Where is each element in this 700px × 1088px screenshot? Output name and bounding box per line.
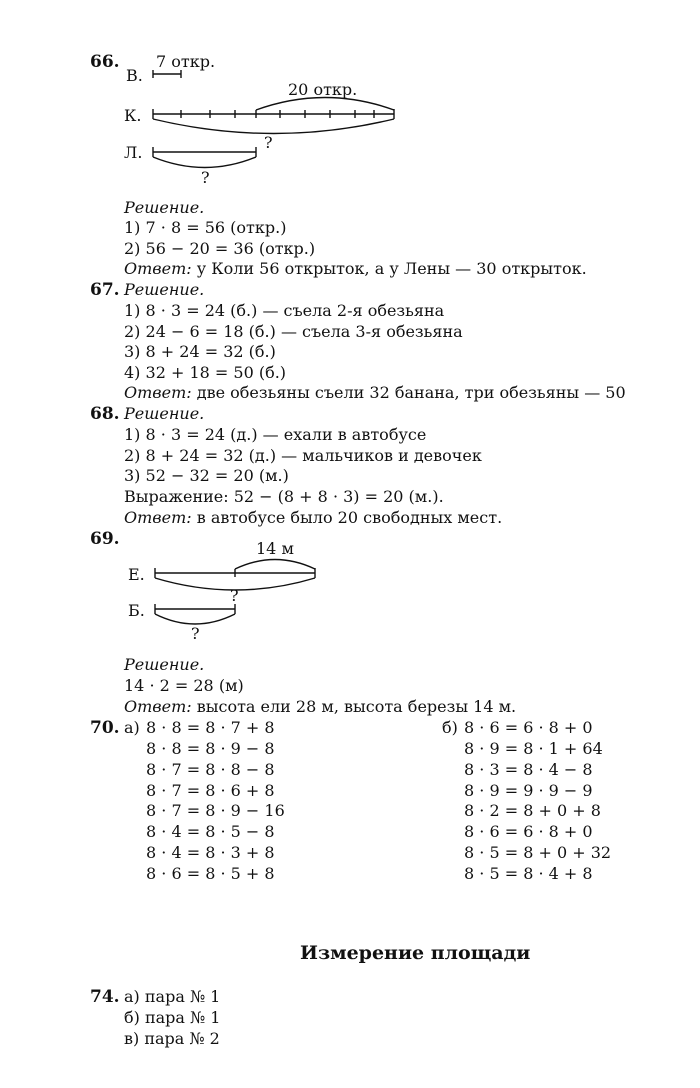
p69-answer: Ответ: высота ели 28 м, высота березы 14 м.	[124, 697, 517, 716]
p70-b-row: 8 · 6 = 6 · 8 + 0	[464, 822, 593, 841]
p70-a-row: 8 · 7 = 8 · 8 − 8	[146, 760, 275, 779]
diagram-66-k-lower-brace	[153, 119, 394, 134]
p74-item-c: в) пара № 2	[124, 1029, 220, 1048]
p67-solution-head: Решение.	[124, 280, 205, 299]
section-title: Измерение площади	[300, 942, 531, 964]
p69-step: 14 · 2 = 28 (м)	[124, 676, 244, 695]
diagram-69-q2: ?	[191, 624, 200, 643]
diagram-69-b-brace	[155, 614, 235, 624]
p67-step-2: 2) 24 − 6 = 18 (б.) — съела 3-я обезьяна	[124, 322, 463, 341]
p70-b-row: 8 · 2 = 8 + 0 + 8	[464, 801, 601, 820]
p70-a-row: 8 · 4 = 8 · 5 − 8	[146, 822, 275, 841]
diagram-69-q1: ?	[230, 586, 239, 605]
diagram-66-k-value: 20 откр.	[288, 80, 358, 99]
p74-item-b: б) пара № 1	[124, 1008, 221, 1027]
problem-69-number: 69.	[90, 529, 120, 549]
p68-solution-head: Решение.	[124, 404, 205, 423]
diagram-66-l-label: Л.	[124, 143, 143, 162]
diagram-66-v-label: В.	[126, 66, 143, 85]
problem-70-number: 70.	[90, 718, 120, 738]
p66-solution-head: Решение.	[124, 198, 205, 217]
problem-74-number: 74.	[90, 987, 120, 1007]
p68-step-1: 1) 8 · 3 = 24 (д.) — ехали в автобусе	[124, 425, 427, 444]
diagram-66-l-brace	[153, 157, 256, 168]
diagram-66-k-upper-brace	[256, 98, 394, 111]
p66-step-1: 1) 7 · 8 = 56 (откр.)	[124, 218, 287, 237]
p67-step-3: 3) 8 + 24 = 32 (б.)	[124, 342, 276, 361]
p70-a-row: 8 · 7 = 8 · 6 + 8	[146, 781, 275, 800]
p67-step-4: 4) 32 + 18 = 50 (б.)	[124, 363, 287, 382]
p66-step-2: 2) 56 − 20 = 36 (откр.)	[124, 239, 316, 258]
p74-item-a: а) пара № 1	[124, 987, 221, 1006]
diagram-69-b-label: Б.	[128, 601, 145, 620]
p66-answer: Ответ: у Коли 56 открыток, а у Лены — 30 открыток.	[124, 259, 587, 278]
diagram-66-k-segment	[153, 109, 394, 119]
p70-a-row: 8 · 7 = 8 · 9 − 16	[146, 801, 285, 820]
diagram-69-e-segment	[155, 568, 315, 578]
problem-66-number: 66.	[90, 52, 120, 72]
p70-b-label: б)	[442, 718, 458, 737]
diagram-69-e-upper-brace	[235, 560, 315, 570]
problem-67-number: 67.	[90, 280, 120, 300]
p68-answer: Ответ: в автобусе было 20 свободных мест.	[124, 508, 503, 527]
p69-solution-head: Решение.	[124, 655, 205, 674]
p68-step-2: 2) 8 + 24 = 32 (д.) — мальчиков и девочек	[124, 446, 482, 465]
p70-b-row: 8 · 6 = 6 · 8 + 0	[464, 718, 593, 737]
p70-a-row: 8 · 8 = 8 · 9 − 8	[146, 739, 275, 758]
diagram-66-v-segment	[153, 70, 181, 78]
p68-step-3: 3) 52 − 32 = 20 (м.)	[124, 466, 289, 485]
p70-b-row: 8 · 9 = 8 · 1 + 64	[464, 739, 603, 758]
diagram-66-q2: ?	[201, 168, 210, 187]
diagram-66-l-segment	[153, 147, 256, 157]
p70-a-row: 8 · 8 = 8 · 7 + 8	[146, 718, 275, 737]
diagram-66-k-label: К.	[124, 106, 142, 125]
p70-a-row: 8 · 6 = 8 · 5 + 8	[146, 864, 275, 883]
p68-expression: Выражение: 52 − (8 + 8 · 3) = 20 (м.).	[124, 487, 444, 506]
diagram-69-e-label: Е.	[128, 565, 145, 584]
diagram-69-value: 14 м	[256, 539, 294, 558]
p70-b-row: 8 · 3 = 8 · 4 − 8	[464, 760, 593, 779]
p70-b-row: 8 · 5 = 8 · 4 + 8	[464, 864, 593, 883]
p67-answer: Ответ: две обезьяны съели 32 банана, три обезьяны — 50	[124, 383, 626, 402]
diagram-66-q1: ?	[264, 133, 273, 152]
p67-step-1: 1) 8 · 3 = 24 (б.) — съела 2-я обезьяна	[124, 301, 445, 320]
problem-68-number: 68.	[90, 404, 120, 424]
p70-a-row: 8 · 4 = 8 · 3 + 8	[146, 843, 275, 862]
p70-b-row: 8 · 9 = 9 · 9 − 9	[464, 781, 593, 800]
p70-b-row: 8 · 5 = 8 + 0 + 32	[464, 843, 612, 862]
p70-a-label: а)	[124, 718, 140, 737]
diagram-66-v-value: 7 откр.	[156, 52, 216, 71]
diagram-69-b-segment	[155, 604, 235, 614]
